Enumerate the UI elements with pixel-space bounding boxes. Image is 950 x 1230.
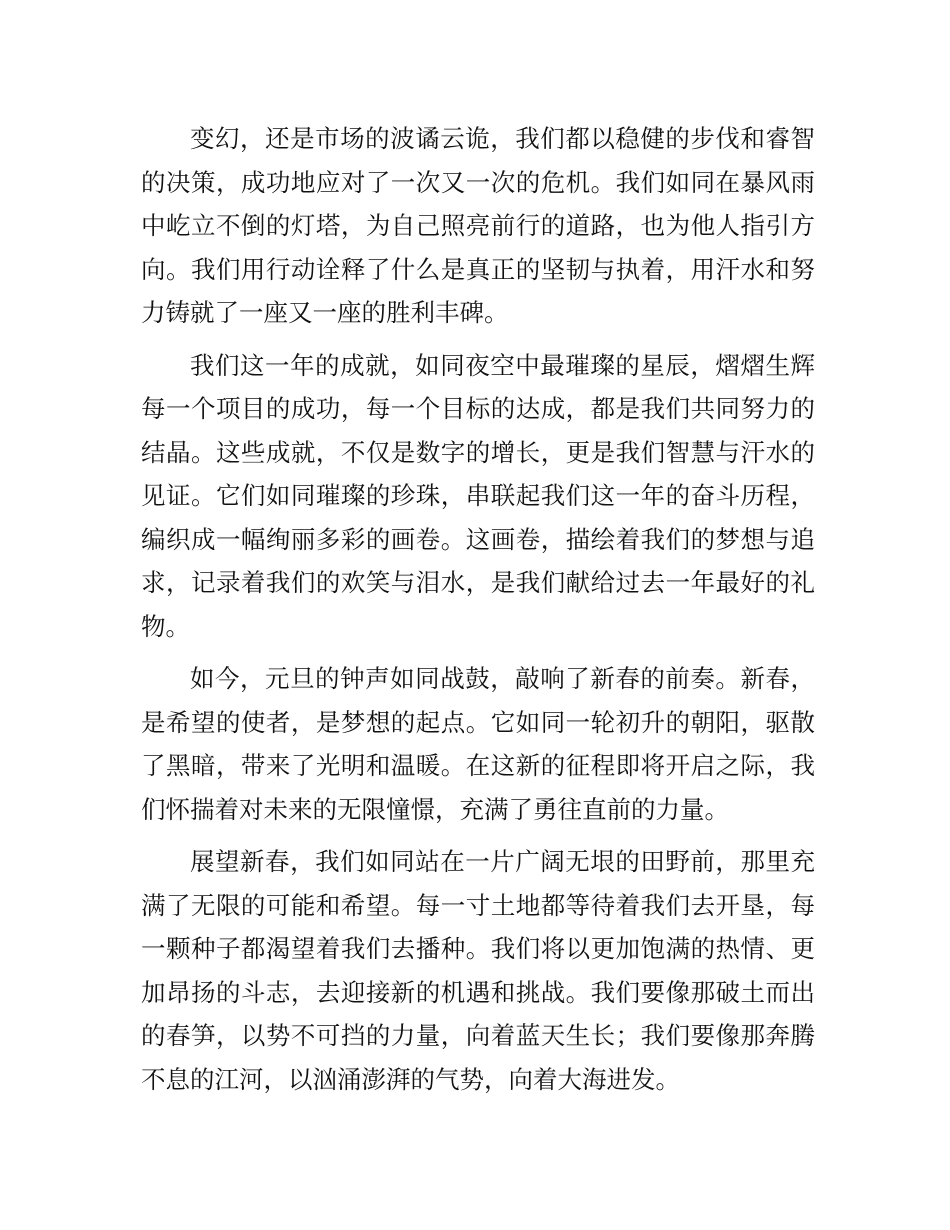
paragraph-4: 展望新春，我们如同站在一片广阔无垠的田野前，那里充满了无限的可能和希望。每一寸土地都等待着我们去开垦，每一颗种子都渴望着我们去播种。我们将以更加饱满的热情、更加昂扬的斗志，去迎接新的机遇和挑战。我们要像那破土而出的春笋，以势不可挡的力量，向着蓝天生长；我们要像那奔腾不息的江河，以汹涌澎湃的气势，向着大海进发。 [141,847,815,1094]
paragraph-2: 我们这一年的成就，如同夜空中最璀璨的星辰，熠熠生辉每一个项目的成功，每一个目标的达成，都是我们共同努力的结晶。这些成就，不仅是数字的增长，更是我们智慧与汗水的见证。它们如同璀璨的珍珠，串联起我们这一年的奋斗历程，编织成一幅绚丽多彩的画卷。这画卷，描绘着我们的梦想与追求，记录着我们的欢笑与泪水，是我们献给过去一年最好的礼物。 [141,350,815,641]
paragraph-1: 变幻，还是市场的波谲云诡，我们都以稳健的步伐和睿智的决策，成功地应对了一次又一次的危机。我们如同在暴风雨中屹立不倒的灯塔，为自己照亮前行的道路，也为他人指引方向。我们用行动诠释了什么是真正的坚韧与执着，用汗水和努力铸就了一座又一座的胜利丰碑。 [141,124,815,327]
document-body [141,117,815,1110]
paragraph-3: 如今，元旦的钟声如同战鼓，敲响了新春的前奏。新春，是希望的使者，是梦想的起点。它如同一轮初升的朝阳，驱散了黑暗，带来了光明和温暖。在这新的征程即将开启之际，我们怀揣着对未来的无限憧憬，充满了勇往直前的力量。 [141,664,815,824]
